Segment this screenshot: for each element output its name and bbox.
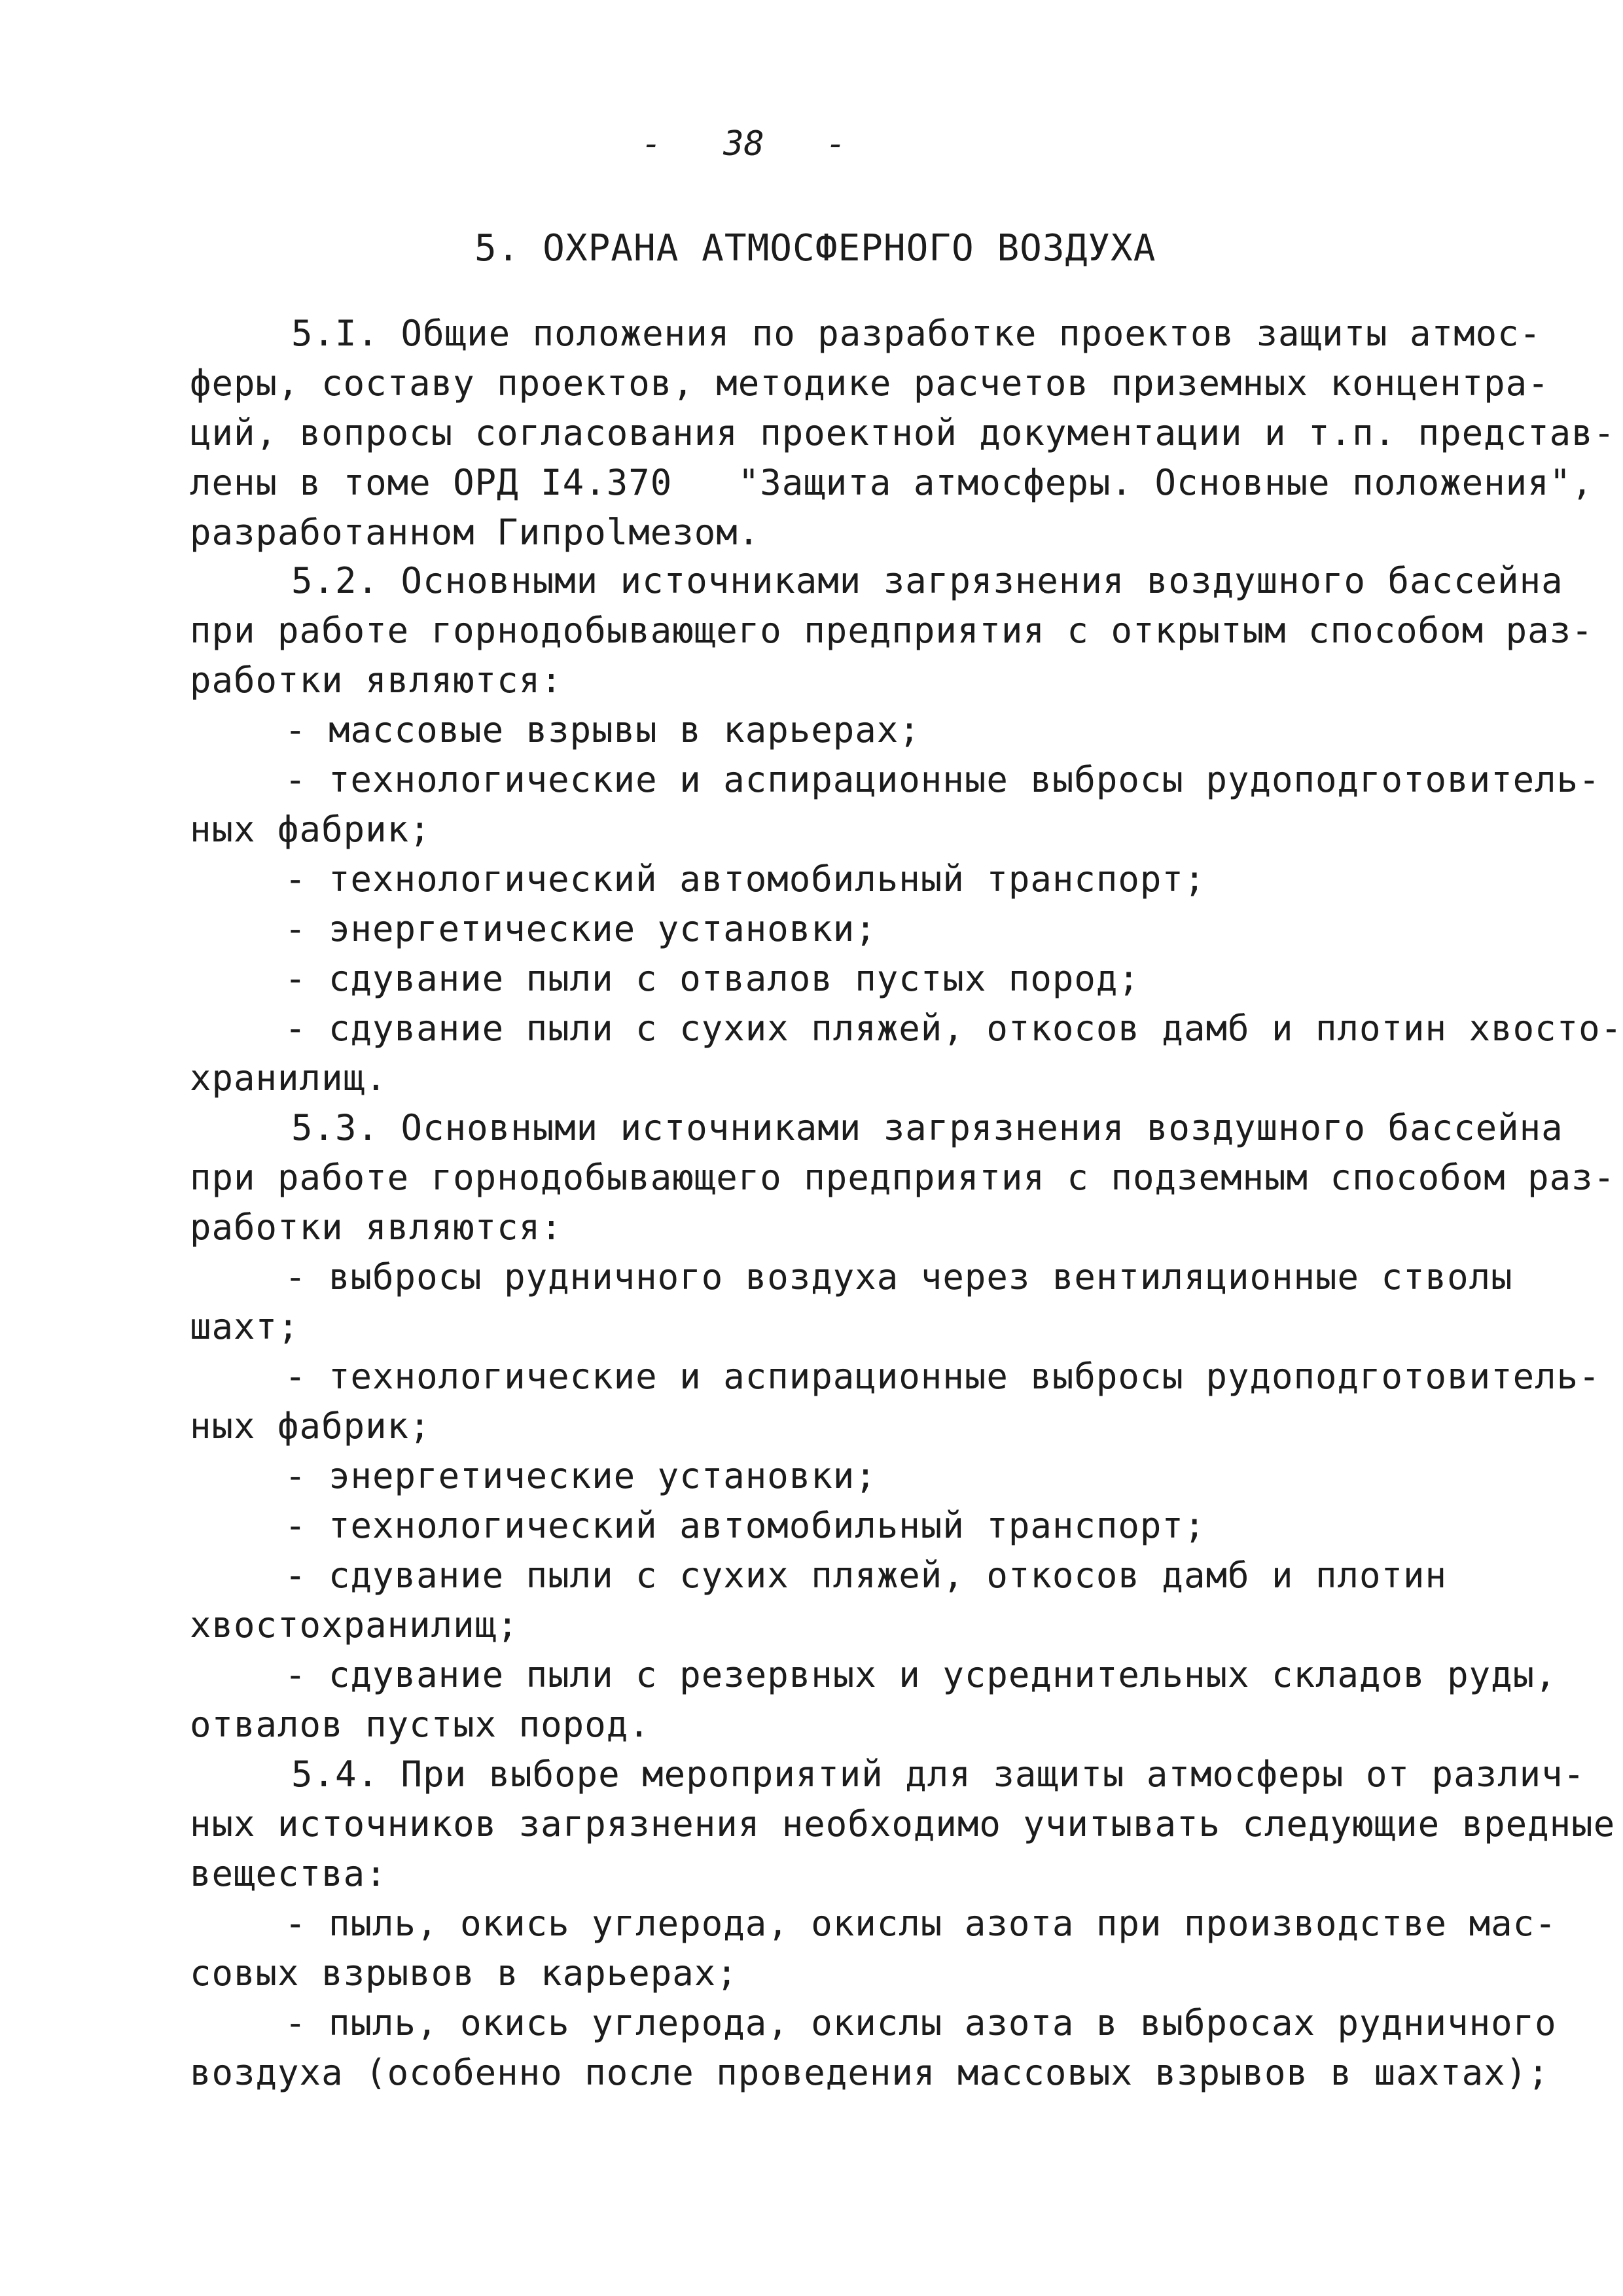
- list-item: - сдувание пыли с отвалов пустых пород;: [285, 958, 1140, 999]
- page-number: - 38 -: [641, 124, 847, 164]
- text-line: ных фабрик;: [190, 1405, 431, 1447]
- list-item: - энергетические установки;: [285, 908, 877, 949]
- list-item: - энергетические установки;: [285, 1455, 877, 1496]
- list-item: - технологические и аспирационные выбросы рудоподготовитель-: [285, 759, 1601, 800]
- text-line: работки являются:: [190, 660, 563, 701]
- text-line: ций, вопросы согласования проектной документации и т.п. представ-: [190, 412, 1616, 453]
- list-item: - сдувание пыли с сухих пляжей, откосов дамб и плотин: [285, 1555, 1448, 1596]
- text-line: при работе горнодобывающего предприятия с открытым способом раз-: [190, 610, 1594, 651]
- text-line: 5.4. При выборе мероприятий для защиты атмосферы от различ-: [291, 1754, 1586, 1795]
- text-line: хвостохранилищ;: [190, 1604, 519, 1646]
- list-item: - массовые взрывы в карьерах;: [285, 709, 921, 751]
- list-item: - сдувание пыли с сухих пляжей, откосов дамб и плотин хвосто-: [285, 1008, 1623, 1049]
- text-line: 5.3. Основными источниками загрязнения воздушного бассейна: [291, 1107, 1563, 1148]
- text-line: 5.I. Общие положения по разработке проектов защиты атмос-: [291, 313, 1542, 354]
- list-item: - выбросы рудничного воздуха через вентиляционные стволы: [285, 1256, 1513, 1298]
- list-item: - технологические и аспирационные выбросы рудоподготовитель-: [285, 1356, 1601, 1397]
- list-item: - сдувание пыли с резервных и усреднительных складов руды,: [285, 1654, 1557, 1695]
- text-line: отвалов пустых пород.: [190, 1704, 651, 1745]
- text-line: ных источников загрязнения необходимо учитывать следующие вредные: [190, 1803, 1616, 1845]
- section-heading: 5. ОХРАНА АТМОСФЕРНОГО ВОЗДУХА: [474, 227, 1156, 270]
- text-line: совых взрывов в карьерах;: [190, 1952, 738, 1994]
- text-line: феры, составу проектов, методике расчетов приземных концентра-: [190, 362, 1550, 404]
- list-item: - пыль, окись углерода, окислы азота при производстве мас-: [285, 1903, 1557, 1944]
- text-line: воздуха (особенно после проведения массовых взрывов в шахтах);: [190, 2052, 1550, 2093]
- text-line: вещества:: [190, 1853, 387, 1894]
- text-line: работки являются:: [190, 1207, 563, 1248]
- text-line: хранилищ.: [190, 1057, 387, 1099]
- text-line: лены в томе ОРД I4.370 "Защита атмосферы. Основные положения",: [190, 462, 1594, 503]
- text-line: разработанном Гипроlмезом.: [190, 512, 760, 553]
- text-line: при работе горнодобывающего предприятия с подземным способом раз-: [190, 1157, 1616, 1198]
- list-item: - технологический автомобильный транспорт;: [285, 858, 1206, 900]
- text-line: шахт;: [190, 1306, 300, 1347]
- text-line: 5.2. Основными источниками загрязнения воздушного бассейна: [291, 560, 1563, 601]
- text-line: ных фабрик;: [190, 809, 431, 850]
- list-item: - технологический автомобильный транспорт;: [285, 1505, 1206, 1546]
- list-item: - пыль, окись углерода, окислы азота в выбросах рудничного: [285, 2002, 1557, 2043]
